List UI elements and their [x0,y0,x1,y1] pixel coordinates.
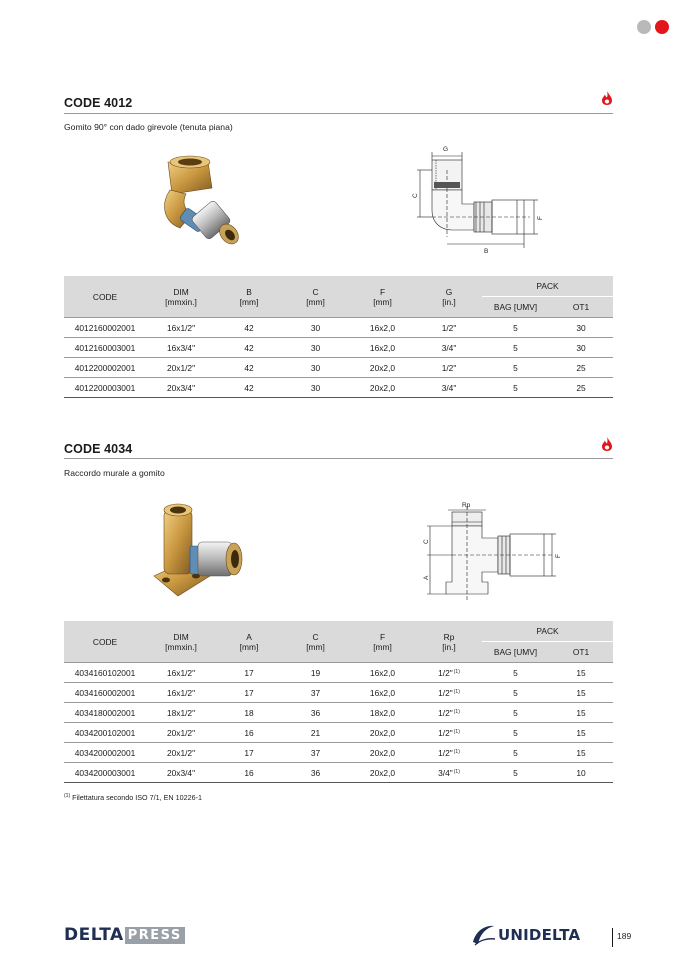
section-rule [64,113,613,114]
table-row: 4012160003001 16x3/4" 42 30 16x2,0 3/4" 5 30 [64,338,613,358]
product-photo-4034 [148,496,253,601]
header-ot1: OT1 [549,642,613,663]
header-f: F [mm] [349,276,416,318]
header-pack: PACK [482,621,613,642]
dim-label-c: C [412,193,419,198]
unidelta-swoosh-icon [470,922,496,948]
dim-label-c: C [423,539,430,544]
header-g: G [in.] [416,276,482,318]
flame-drop-icon [600,90,614,106]
section-subtitle-4012: Gomito 90° con dado girevole (tenuta piana) [64,122,233,132]
section-title-4012: CODE 4012 [64,96,133,110]
header-dim: DIM [mmxin.] [146,621,216,663]
section-title-4034: CODE 4034 [64,442,133,456]
section-rule [64,458,613,459]
header-pack: PACK [482,276,613,297]
table-row: 4034200102001 20x1/2" 16 21 20x2,0 1/2"$^{(1)}$ 5 15 [64,723,613,743]
technical-drawing-4012 [412,142,552,257]
table-row: 4034160002001 16x1/2" 17 37 16x2,0 1/2"$^{(1)}$ 5 15 [64,683,613,703]
dim-label-rp: Rp [462,502,471,509]
page-number-divider [612,928,613,947]
technical-drawing-4034 [412,498,562,608]
dim-label-a: A [423,575,430,580]
dim-label-f: F [555,554,562,558]
header-bag: BAG [UMV] [482,297,549,318]
header-bag: BAG [UMV] [482,642,549,663]
spec-table-4012 [64,276,613,398]
section-subtitle-4034: Raccordo murale a gomito [64,468,165,478]
header-f: F [mm] [349,621,416,663]
table-row: 4034180002001 18x1/2" 18 36 18x2,0 1/2"$^{(1)}$ 5 15 [64,703,613,723]
header-c: C [mm] [282,276,349,318]
header-ot1: OT1 [549,297,613,318]
page-number: 189 [617,931,632,941]
product-photo-4012 [150,150,260,250]
unidelta-logo: UNIDELTA [470,918,580,952]
dim-label-g: G [443,146,449,153]
table-row: 4034160102001 16x1/2" 17 19 16x2,0 1/2"$^{(1)}$ 5 15 [64,663,613,683]
spec-table-4034 [64,621,613,783]
table-row: 4012200003001 20x3/4" 42 30 20x2,0 3/4" 5 25 [64,378,613,398]
table-row: 4012160002001 16x1/2" 42 30 16x2,0 1/2" 5 30 [64,318,613,338]
header-code: CODE [64,621,146,663]
header-dim: DIM [mmxin.] [146,276,216,318]
header-code: CODE [64,276,146,318]
dim-label-b: B [484,248,489,255]
header-c: C [mm] [282,621,349,663]
table-row: 4034200002001 20x1/2" 17 37 20x2,0 1/2"$^{(1)}$ 5 15 [64,743,613,763]
red-dot-icon [655,20,669,34]
table-row: 4012200002001 20x1/2" 42 30 20x2,0 1/2" 5 25 [64,358,613,378]
dim-label-f: F [537,216,544,220]
table-row: 4034200003001 20x3/4" 16 36 20x2,0 3/4"$^{(1)}$ 5 10 [64,763,613,783]
grey-dot-icon [637,20,651,34]
deltapress-logo: DELTA PRESS [64,925,185,945]
header-b: B [mm] [216,276,282,318]
footnote: $^{(1)}$ Filettatura secondo ISO 7/1, EN 10226-1 [64,793,202,802]
flame-drop-icon [600,436,614,452]
header-a: A [mm] [216,621,282,663]
header-rp: Rp [in.] [416,621,482,663]
